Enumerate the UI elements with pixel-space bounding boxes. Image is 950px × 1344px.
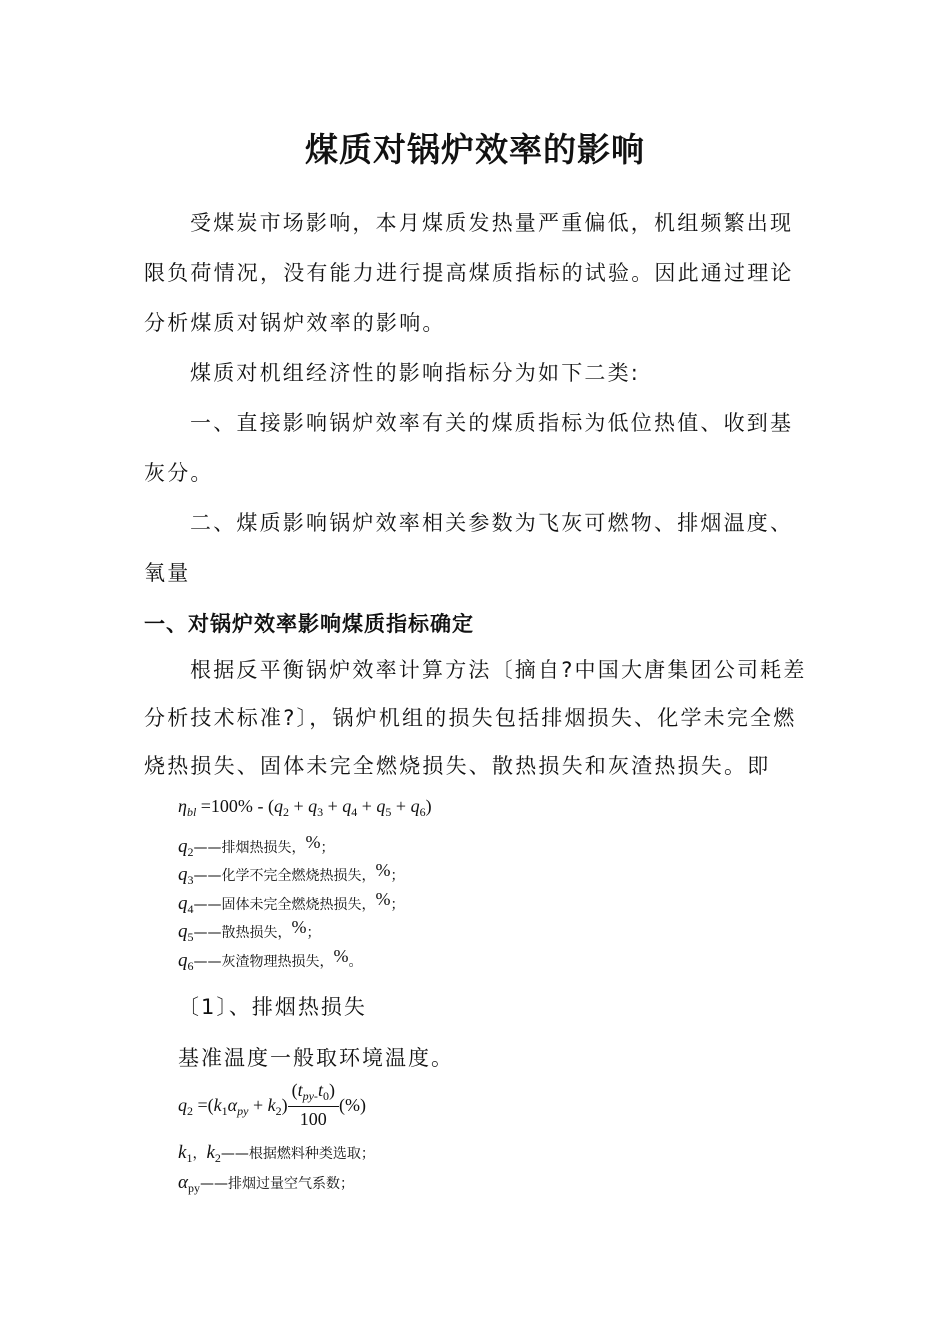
definition-alpha [178, 1172, 354, 1196]
def-unit: % [333, 946, 349, 966]
formula-term: q [308, 796, 318, 816]
formula-subscript: 6 [419, 805, 426, 819]
intro-paragraph-3: 一、直接影响锅炉效率有关的煤质指标为低位热值、收到基灰分。 [144, 411, 794, 485]
formula-paren: ) [281, 1095, 288, 1116]
def-dash: —— [193, 868, 222, 884]
def-end: ； [390, 868, 405, 884]
intro-paragraph-1: 受煤炭市场影响，本月煤质发热量严重偏低，机组频繁出现限负荷情况，没有能力进行提高煤质指标的试验。因此通过理论分析煤质对锅炉效率的影响。 [144, 211, 794, 335]
def-subscript: 6 [187, 959, 194, 973]
def-symbol: q [178, 864, 188, 885]
formula-term: q [273, 796, 283, 816]
formula-operator: + [252, 1095, 264, 1116]
formula-subscript: 2 [275, 1104, 282, 1119]
formula-subscript: 4 [351, 805, 358, 819]
formula-subscript: 0 [322, 1089, 329, 1103]
def-unit: % [291, 917, 307, 937]
def-subscript: py [187, 1181, 200, 1195]
formula-operator: - [257, 796, 264, 816]
def-end: ； [390, 897, 405, 913]
formula-operator: + [327, 796, 338, 816]
definition-q5 [178, 917, 321, 945]
formula-symbol-alpha: α [227, 1095, 238, 1116]
formula-text: =( [197, 1095, 214, 1116]
definition-q6 [178, 946, 363, 974]
def-end: ； [320, 840, 335, 856]
def-unit: % [375, 889, 391, 909]
def-text: 散热损失， [221, 925, 292, 941]
formula-term: q [342, 796, 352, 816]
formula-symbol-eta: η [178, 796, 187, 816]
def-dash: —— [193, 897, 222, 913]
formula-term: q [410, 796, 420, 816]
formula-subscript: 2 [187, 1104, 193, 1119]
def-subscript: 3 [187, 873, 194, 887]
formula-symbol: k [267, 1095, 276, 1116]
def-subscript: 2 [214, 1151, 221, 1165]
def-symbol: k [178, 1142, 187, 1163]
formula-paren: ) [328, 1080, 335, 1100]
formula-subscript: bl [186, 805, 197, 819]
def-symbol: q [178, 893, 188, 914]
exhaust-loss-formula [178, 1082, 366, 1132]
formula-subscript: py- [302, 1089, 318, 1103]
def-text: 化学不完全燃烧热损失， [221, 868, 376, 884]
def-text: 根据燃料种类选取； [248, 1146, 375, 1162]
formula-subscript: py [237, 1104, 249, 1119]
formula-symbol: k [213, 1095, 222, 1116]
def-separator: ， [192, 1146, 207, 1162]
document-title: 煤质对锅炉效率的影响 [305, 130, 645, 169]
efficiency-formula [178, 796, 432, 820]
intro-paragraph-2: 煤质对机组经济性的影响指标分为如下二类: [190, 361, 641, 385]
def-symbol: k [206, 1142, 215, 1163]
definition-q4 [178, 889, 405, 917]
def-subscript: 4 [187, 902, 194, 916]
def-dash: —— [193, 925, 222, 941]
def-subscript: 5 [187, 930, 194, 944]
formula-subscript: 3 [317, 805, 324, 819]
formula-operator: + [293, 796, 304, 816]
def-unit: % [375, 860, 391, 880]
formula-paren: ( [291, 1080, 298, 1100]
def-end: 。 [348, 954, 363, 970]
item1-text: 基准温度一般取环境温度。 [178, 1046, 454, 1070]
definition-q2 [178, 832, 335, 860]
formula-denominator: 100 [299, 1109, 327, 1129]
formula-fraction [288, 1080, 339, 1130]
formula-term: q [376, 796, 386, 816]
intro-paragraph-4: 二、煤质影响锅炉效率相关参数为飞灰可燃物、排烟温度、氧量 [144, 511, 794, 585]
formula-paren: ( [267, 796, 274, 816]
formula-symbol: t [317, 1080, 323, 1100]
formula-subscript: 5 [385, 805, 392, 819]
formula-symbol: q [178, 1095, 187, 1116]
formula-subscript: 2 [282, 805, 289, 819]
formula-symbol: t [297, 1080, 303, 1100]
def-end: ； [306, 925, 321, 941]
formula-text: =100% [200, 796, 253, 816]
def-symbol: q [178, 836, 188, 857]
def-symbol: q [178, 921, 188, 942]
formula-unit: (%) [338, 1095, 366, 1116]
formula-subscript: 1 [221, 1104, 228, 1119]
definition-k [178, 1142, 375, 1166]
def-symbol: α [178, 1172, 188, 1193]
item1-heading: 〔1〕、排烟热损失 [178, 995, 367, 1019]
def-text: 灰渣物理热损失， [221, 954, 334, 970]
definition-q3 [178, 860, 405, 888]
def-dash: —— [193, 840, 222, 856]
def-unit: % [305, 832, 321, 852]
formula-operator: + [361, 796, 372, 816]
formula-operator: + [395, 796, 407, 816]
def-subscript: 1 [186, 1151, 193, 1165]
def-text: 固体未完全燃烧热损失， [221, 897, 376, 913]
section1-paragraph: 根据反平衡锅炉效率计算方法〔摘自?中国大唐集团公司耗差分析技术标准?〕，锅炉机组的损失包括排烟损失、化学未完全燃烧热损失、固体未完全燃烧损失、散热损失和灰渣热损失。即 [144, 658, 807, 778]
section-heading-1: 一、对锅炉效率影响煤质指标确定 [144, 612, 474, 636]
def-subscript: 2 [187, 845, 194, 859]
def-text: 排烟热损失， [221, 840, 306, 856]
def-symbol: q [178, 950, 188, 971]
formula-paren: ) [425, 796, 432, 816]
def-dash: —— [220, 1146, 249, 1162]
def-text: 排烟过量空气系数； [227, 1176, 354, 1192]
def-dash: —— [193, 954, 222, 970]
def-dash: —— [199, 1176, 228, 1192]
